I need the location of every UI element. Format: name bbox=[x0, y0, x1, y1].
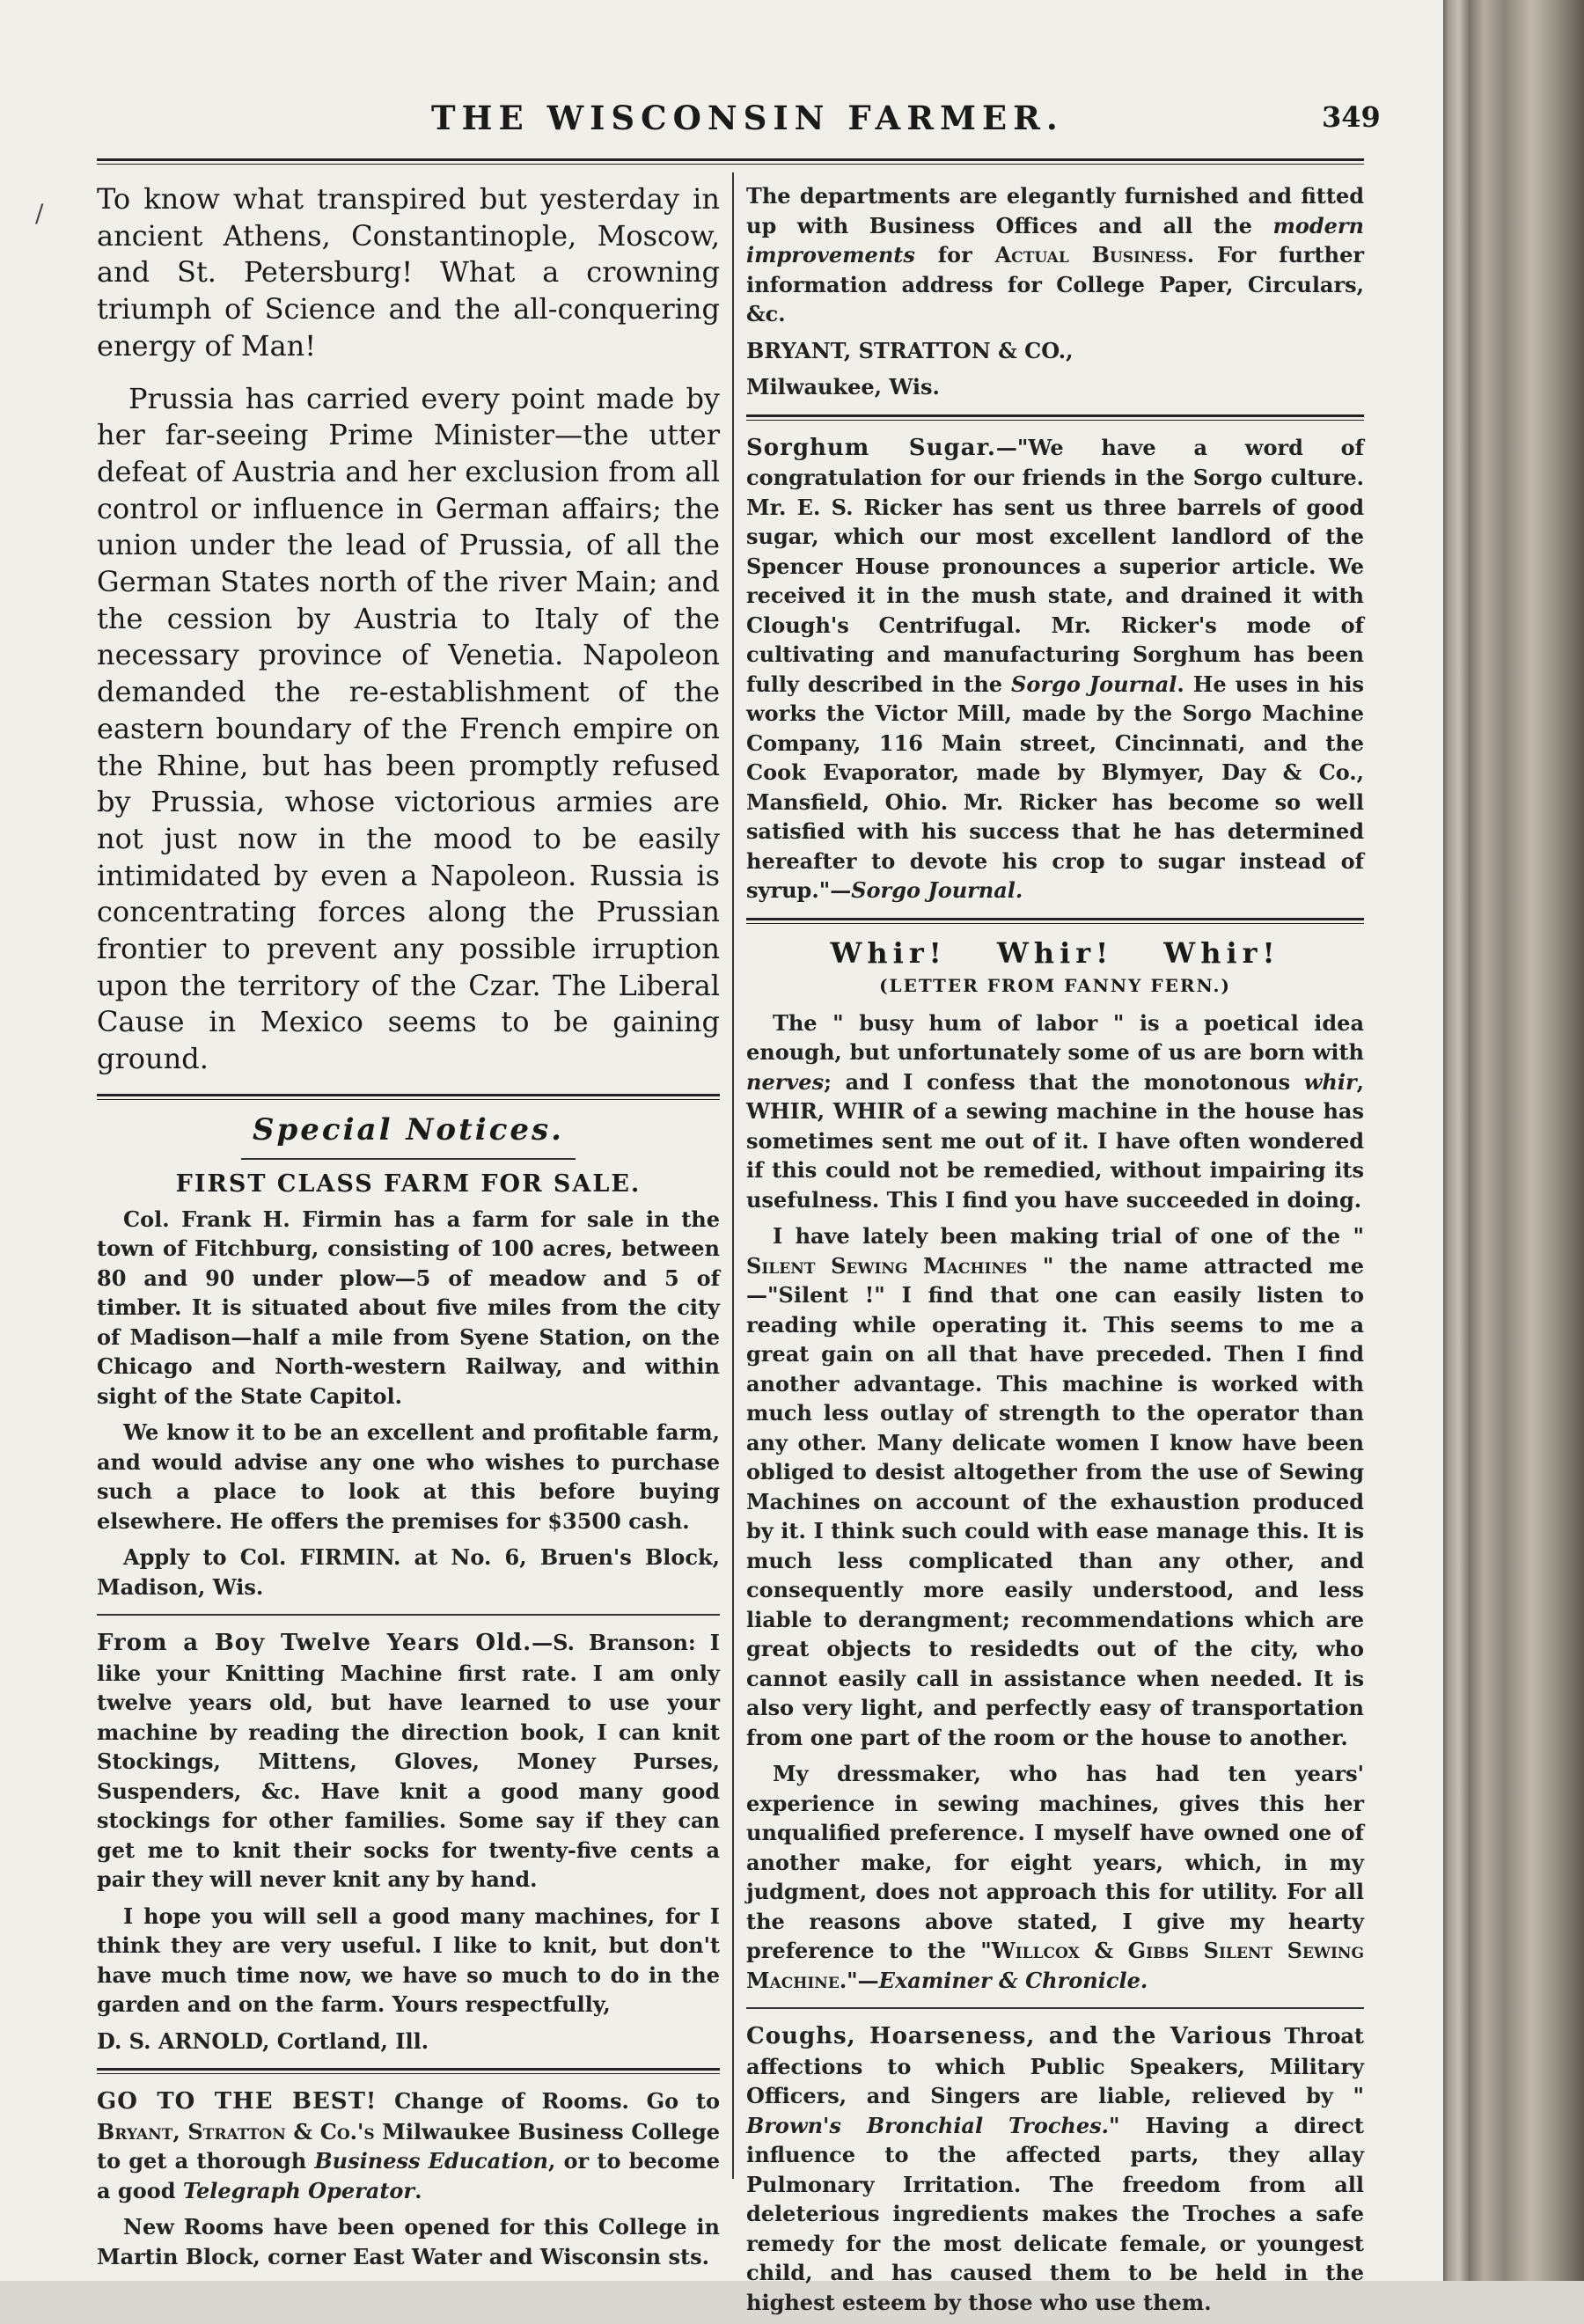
emphasis-text: Business Education bbox=[314, 2148, 549, 2174]
source-credit: Examiner & Chronicle. bbox=[878, 1967, 1148, 1993]
short-rule bbox=[241, 1158, 576, 1160]
notice-text: Change of Rooms. Go to bbox=[377, 2088, 720, 2115]
running-head bbox=[0, 99, 1443, 151]
signature: D. S. ARNOLD, Cortland, Ill. bbox=[97, 2027, 429, 2054]
coughs-notice bbox=[746, 2021, 1364, 2317]
notice-lead: Coughs, Hoarseness, and the Various bbox=[746, 2023, 1272, 2049]
notice-text: . For further information address for College Paper, Circulars, &c. bbox=[746, 242, 1364, 326]
notice-text: ; and I confess that the monotonous bbox=[824, 1068, 1304, 1095]
page-number: 349 bbox=[1322, 100, 1381, 134]
notice-lead: GO TO THE BEST! bbox=[97, 2088, 378, 2115]
college-notice-continued bbox=[746, 181, 1364, 402]
notice-text: . bbox=[414, 2177, 422, 2203]
notice-text: I have lately been making trial of one of the " bbox=[773, 1223, 1364, 1249]
byline: (LETTER FROM FANNY FERN.) bbox=[879, 974, 1231, 996]
notice-text: Milwaukee Business College to get a thorough bbox=[97, 2118, 720, 2174]
whir-heading: Whir! Whir! Whir! bbox=[830, 935, 1280, 970]
left-column bbox=[97, 181, 720, 2278]
notice-text: " the name attracted me—"Silent !" I find that one can easily listen to reading while operating it. This seems to me a great gain on all that have preceded. Then I find another advantage. This machine is worked with much less outlay of strength to the operator than any other. Many delicate women I know have been obliged to desist altogether from the use of Sewing Machines on account of the exhaustion produced by it. I think such could with ease manage this. It is much less complicated than any other, and consequently more easily understood, and less liable to derangment; recommendations which are great objects to residedts out of the city, who cannot easily call in assistance when needed. It is also very light, and perfectly easy of transportation from one part of the room or the house to another. bbox=[746, 1252, 1364, 1750]
special-notices-heading: Special Notices. bbox=[252, 1111, 565, 1147]
editorial-paragraph: To know what transpired but yesterday in ancient Athens, Constantinople, Moscow, and St. Petersburg! What a crowning triumph of Science and the all-conquering energy of Man! bbox=[97, 182, 720, 363]
college-notice bbox=[97, 2086, 720, 2271]
sorghum-notice bbox=[746, 433, 1364, 905]
notice-lead: Sorghum Sugar. bbox=[746, 434, 996, 461]
editorial-text bbox=[97, 181, 720, 1078]
emphasis-text: nerves bbox=[746, 1068, 825, 1095]
notice-paragraph: New Rooms have been opened for this College in Martin Block, corner East Water and Wisconsin sts. bbox=[97, 2214, 720, 2269]
emphasis-text: whir bbox=[1303, 1068, 1357, 1095]
notice-text: —"We have a word of congratulation for our friends in the Sorgo culture. Mr. E. S. Ricker has sent us three barrels of good sugar, which our most excellent landlord of the Spencer House pronounces a superior article. We received it in the mush state, and drained it with Clough's Centrifugal. Mr. Ricker's mode of cultivating and manufacturing Sorghum has been fully described in the bbox=[746, 434, 1364, 697]
notice-text: The departments are elegantly furnished and fitted up with Business Offices and all the bbox=[746, 183, 1364, 238]
notice-text: for bbox=[914, 242, 995, 268]
emphasis-text: Silent Sewing Machines bbox=[746, 1252, 1028, 1279]
section-rule bbox=[97, 1094, 720, 1100]
notice-paragraph: Apply to Col. FIRMIN. at No. 6, Bruen's Block, Madison, Wis. bbox=[97, 1544, 720, 1600]
notice-paragraph: We know it to be an excellent and profitable farm, and would advise any one who wishes to purchase such a place to look at this before buying elsewhere. He offers the premises for $3500 cash. bbox=[97, 1419, 720, 1534]
farm-notice-heading: FIRST CLASS FARM FOR SALE. bbox=[175, 1169, 642, 1198]
emphasis-text: Sorgo Journal bbox=[1011, 671, 1177, 697]
farm-notice bbox=[97, 1170, 720, 1602]
notice-text: The " busy hum of labor " is a poetical idea enough, but unfortunately some of us are born with bbox=[746, 1009, 1364, 1065]
book-page-edges bbox=[1443, 0, 1584, 2281]
signature-place: Milwaukee, Wis. bbox=[746, 374, 940, 400]
notice-rule bbox=[746, 2007, 1364, 2009]
header-rule bbox=[97, 158, 1364, 165]
notice-text: —S. Branson: I like your Knitting Machine first rate. I am only twelve years old, but have learned to use your machine by reading the direction book, I can knit Stockings, Mittens, Gloves, Money Purses, Suspenders, &c. Have knit a good many good stockings for other families. Some say if they can get me to knit their socks for twenty-five cents a pair they will never knit any by hand. bbox=[97, 1630, 720, 1893]
right-column bbox=[746, 181, 1364, 2324]
notice-rule bbox=[746, 414, 1364, 421]
notice-text: " Having a direct influence to the affected parts, they allay Pulmonary Irritation. The freedom from all deleterious ingredients makes the Troches a safe remedy for the most delicate female, or youngest child, and has caused them to be held in the highest esteem by those who use them. bbox=[746, 2112, 1364, 2315]
editorial-paragraph: Prussia has carried every point made by her far-seeing Prime Minister—the utter defeat of Austria and her exclusion from all control or influence in German affairs; the union under the lead of Prussia, of all the German States north of the river Main; and the cession by Austria to Italy of the necessary province of Venetia. Napoleon demanded the re-establishment of the eastern boundary of the French empire on the Rhine, but has been promptly refused by Prussia, whose victorious armies are not just now in the mood to be easily intimidated by even a Napoleon. Russia is concentrating forces along the Prussian frontier to prevent any possible irruption upon the territory of the Czar. The Liberal Cause in Mexico seems to be gaining ground. bbox=[97, 381, 720, 1076]
notice-text: , or to become a good bbox=[97, 2148, 720, 2203]
notice-rule bbox=[97, 1614, 720, 1616]
margin-pencil-mark: / bbox=[35, 199, 44, 228]
notice-text: . He uses in his works the Victor Mill, made by the Sorgo Machine Company, 116 Main street, Cincinnati, and the Cook Evaporator, made by Blymyer, Day & Co., Mansfield, Ohio. Mr. Ricker has become so well satisfied with his success that he has determined hereafter to devote his crop to sugar instead of syrup."— bbox=[746, 671, 1365, 903]
signature-firm: BRYANT, STRATTON & CO., bbox=[746, 337, 1074, 363]
notice-text: My dressmaker, who has had ten years' experience in sewing machines, gives this her unqualified preference. I myself have owned one of another make, for eight years, which, in my judgment, does not approach this for utility. For all the reasons above stated, I give my hearty preference to the " bbox=[746, 1761, 1364, 1963]
publication-title: THE WISCONSIN FARMER. bbox=[431, 99, 1064, 137]
notice-text: Throat affections to which Public Speakers, Military Officers, and Singers are liable, relieved by " bbox=[746, 2023, 1364, 2108]
notice-paragraph: I hope you will sell a good many machines, for I think they are very useful. I like to knit, but don't have much time now, we have so much to do in the garden and on the farm. Yours respectfully, bbox=[97, 1902, 720, 2018]
notice-paragraph: Col. Frank H. Firmin has a farm for sale in the town of Fitchburg, consisting of 100 acres, between 80 and 90 under plow—5 of meadow and 5 of timber. It is situated about five miles from the city of Madison—half a mile from Syene Station, on the Chicago and North-western Railway, and within sight of the State Capitol. bbox=[97, 1206, 720, 1409]
emphasis-text: modern improvements bbox=[746, 212, 1364, 268]
firm-name: Bryant, Stratton & Co.'s bbox=[97, 2118, 375, 2144]
emphasis-text: Willcox & Gibbs Silent Sewing Machine bbox=[746, 1938, 1364, 1993]
whir-notice bbox=[746, 936, 1364, 1996]
column-divider bbox=[732, 172, 734, 2179]
notice-text: ."— bbox=[839, 1967, 879, 1993]
emphasis-text: Brown's Bronchial Troches. bbox=[746, 2112, 1110, 2138]
emphasis-text: Actual Business bbox=[994, 242, 1187, 268]
notice-lead: From a Boy Twelve Years Old. bbox=[97, 1630, 532, 1657]
notice-rule bbox=[97, 2068, 720, 2074]
notice-rule bbox=[746, 918, 1364, 924]
source-credit: Sorgo Journal. bbox=[851, 877, 1023, 903]
notice-text: , WHIR, WHIR of a sewing machine in the house has sometimes sent me out of it. I have often wondered if this could not be remedied, without impairing its usefulness. This I find you have succeeded in doing. bbox=[746, 1068, 1364, 1213]
boy-letter-notice bbox=[97, 1628, 720, 2056]
emphasis-text: Telegraph Operator bbox=[182, 2177, 415, 2203]
